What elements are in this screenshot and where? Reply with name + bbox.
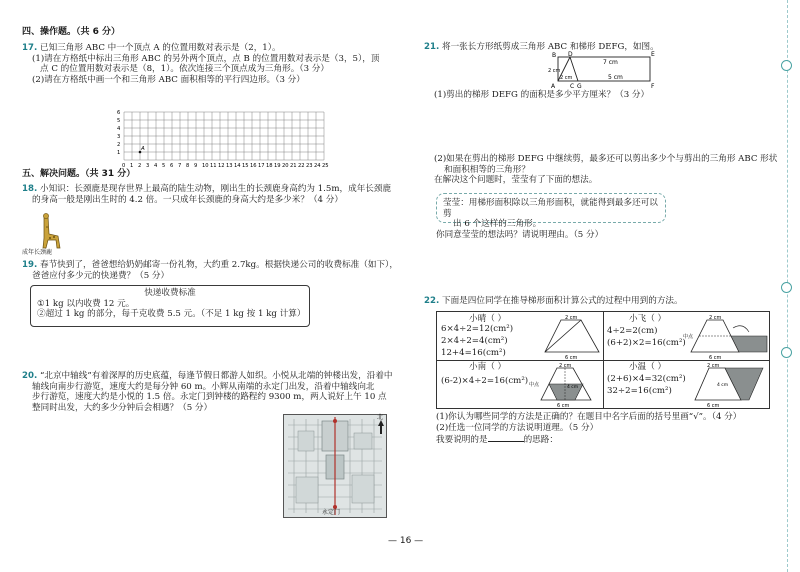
grid-x-tick: 24 <box>314 163 321 169</box>
q22-trap-3 <box>527 362 603 408</box>
grid-x-tick: 1 <box>130 163 134 169</box>
question-18 <box>22 184 407 205</box>
q18-number: 18. <box>22 184 38 194</box>
grid-x-tick: 10 <box>202 163 209 169</box>
grid-x-tick: 25 <box>322 163 329 169</box>
q22-trap-4 <box>693 362 769 408</box>
map-image-icon <box>284 415 386 517</box>
q21-label-F: F <box>651 83 655 90</box>
grid-x-tick: 20 <box>282 163 289 169</box>
grid-x-tick: 5 <box>162 163 166 169</box>
grid-x-tick: 23 <box>306 163 313 169</box>
q21-len-left: 2 cm <box>560 75 573 81</box>
grid-x-tick: 0 <box>122 163 126 169</box>
grid-y-tick: 2 <box>117 142 121 148</box>
q22-dim-top-1: 2 cm <box>565 315 578 321</box>
q22-number: 22. <box>424 296 440 306</box>
q21-label-C: C <box>570 83 575 90</box>
q21-idea1: 莹莹：用梯形面积除以三角形面积，就能得到最多还可以剪 <box>443 198 658 219</box>
q21-sub2a: (2)如果在剪出的梯形 DEFG 中继续剪，最多还可以剪出多少个与剪出的三角形 ABC 形状 <box>434 154 778 164</box>
q22-mid-2: 中点 <box>683 334 694 340</box>
q22-dim-h-3: 4 cm <box>567 385 579 390</box>
q22-method-table <box>436 311 770 409</box>
q22-dim-top-3: 2 cm <box>559 363 572 369</box>
q22-dim-top-4: 2 cm <box>707 363 720 369</box>
q21-label-E: E <box>651 51 655 58</box>
grid-x-tick: 7 <box>178 163 182 169</box>
grid-y-tick: 4 <box>117 126 121 132</box>
q22-trap-2 <box>683 314 769 360</box>
north-arrow-icon <box>378 420 384 434</box>
q22-mid-3: 中点 <box>529 382 540 388</box>
q22-dim-bottom-2: 6 cm <box>709 355 722 360</box>
grid-y-tick: 5 <box>117 118 121 124</box>
q22-answer-blank[interactable] <box>488 433 524 442</box>
north-label: 北 <box>377 414 384 421</box>
q21-label-B: B <box>552 52 557 59</box>
q21-number: 21. <box>424 42 440 52</box>
q22-p2-l2: (6+2)×2=16(cm²) <box>607 338 686 348</box>
q22-line1: 下面是四位同学在推导梯形面积计算公式的过程中用到的方法。 <box>441 296 683 306</box>
q21-len-bottom: 5 cm <box>608 74 623 81</box>
q17-grid[interactable] <box>110 104 332 170</box>
grid-x-tick: 3 <box>146 163 150 169</box>
q19-fee-title: 快递收费标准 <box>144 288 196 298</box>
q22-trap-1 <box>541 314 603 360</box>
question-22 <box>424 296 764 307</box>
q22-sub3a: 我要说明的是 <box>436 435 488 446</box>
q21-line1: 将一张长方形纸剪成三角形 ABC 和梯形 DEFG，如图。 <box>441 42 659 52</box>
grid-x-tick: 12 <box>218 163 225 169</box>
grid-x-tick: 9 <box>194 163 198 169</box>
q20-line3: 步行游览，速度大约是小悦的 1.5 倍。永定门到钟楼的路程约 9300 m，两人说好上午 10 点 <box>32 392 387 403</box>
grid-x-tick: 22 <box>298 163 305 169</box>
q22-cell-xiaowen <box>607 362 767 408</box>
q17-line3: 点 C 的位置用数对表示是（8，1）。依次连接三个顶点成为三角形。（3 分） <box>40 64 329 75</box>
q22-p2-l1: 4÷2=2(cm) <box>607 326 658 336</box>
q22-dim-bottom-3: 6 cm <box>557 403 570 408</box>
q21-idea-box <box>436 193 666 230</box>
q22-cell-xiaonan <box>441 362 601 408</box>
q21-label-D: D <box>568 51 573 58</box>
q22-cell-xiaoqing <box>441 314 601 360</box>
grid-x-tick: 8 <box>186 163 190 169</box>
q21-len-side: 2 cm <box>548 68 561 74</box>
grid-x-tick: 11 <box>210 163 217 169</box>
giraffe-icon <box>26 212 72 252</box>
q21-label-G: G <box>577 83 582 90</box>
q19-number: 19. <box>22 260 38 270</box>
binding-hole-middle <box>781 282 792 293</box>
q19-line2: 爸爸应付多少元的快递费？（5 分） <box>32 270 170 281</box>
q22-dim-top-2: 2 cm <box>709 315 722 321</box>
q22-sub2: (2)任选一位同学的方法说明道理。（5 分） <box>436 422 599 433</box>
q21-sub2b: 和面积相等的三角形？ <box>444 164 530 175</box>
q20-line2: 轴线向南步行游览，速度大约是每分钟 60 m。小辉从南端的永定门出发，沿着中轴线向北 <box>32 381 375 392</box>
q21-idea2: 出 6 个这样的三角形。 <box>453 219 542 230</box>
q22-dim-bottom-4: 6 cm <box>707 403 720 408</box>
grid-x-tick: 14 <box>234 163 241 169</box>
grid-y-tick: 1 <box>117 150 121 156</box>
binding-hole-lower <box>781 347 792 358</box>
q19-line1: 春节快到了，爸爸想给奶奶邮寄一份礼物，大约重 2.7kg。根据快递公司的收费标准（如下）， <box>39 260 398 270</box>
grid-x-tick: 2 <box>138 163 142 169</box>
q22-p1-l3: 12+4=16(cm²) <box>441 348 506 358</box>
grid-x-tick: 19 <box>274 163 281 169</box>
section-solve-title: 五、解决问题。（共 31 分） <box>22 169 136 179</box>
grid-x-tick: 13 <box>226 163 233 169</box>
q22-dim-h-4: 4 cm <box>717 383 729 388</box>
question-20 <box>22 371 407 414</box>
q22-p1-l1: 6×4÷2=12(cm²) <box>441 324 514 334</box>
q21-sub2-block <box>434 154 779 186</box>
point-a-label: A <box>141 146 145 152</box>
q18-line2: 的身高一般是刚出生时的 4.2 倍。一只成年长颈鹿的身高大约是多少米？（4 分） <box>32 194 343 205</box>
q21-figure <box>548 51 658 91</box>
q22-p1-name: 小晴（ ） <box>469 314 507 324</box>
binding-hole-top <box>781 60 792 71</box>
grid-x-tick: 16 <box>250 163 257 169</box>
q22-cell-xiaofei <box>607 314 767 360</box>
q22-p4-l2: 32÷2=16(cm²) <box>607 386 672 396</box>
q22-p3-l1: (6-2)×4÷2=16(cm²) <box>441 376 529 386</box>
grid-x-tick: 21 <box>290 163 297 169</box>
section-operation-title: 四、操作题。（共 6 分） <box>22 27 121 37</box>
q22-p3-name: 小南（ ） <box>469 362 507 372</box>
grid-y-tick: 3 <box>117 134 121 140</box>
q20-number: 20. <box>22 371 38 381</box>
grid-x-tick: 4 <box>154 163 158 169</box>
q22-p4-l1: (2+6)×4=32(cm²) <box>607 374 686 384</box>
q21-label-A: A <box>551 83 556 90</box>
q21-sub2c: 在解决这个问题时，莹莹有了下面的想法。 <box>434 175 598 186</box>
q17-line4: (2)请在方格纸中画一个和三角形 ABC 面积相等的平行四边形。（3 分） <box>32 75 305 86</box>
grid-x-tick: 15 <box>242 163 249 169</box>
grid-x-tick: 6 <box>170 163 174 169</box>
q18-line1: 小知识：长颈鹿是现存世界上最高的陆生动物，刚出生的长颈鹿身高约为 1.5m，成年长颈鹿 <box>39 184 392 194</box>
q22-p1-l2: 2×4÷2=4(cm²) <box>441 336 508 346</box>
q19-rule2: ②超过 1 kg 的部分，每千克收费 5.5 元。（不足 1 kg 按 1 kg 计算） <box>37 309 306 320</box>
q17-number: 17. <box>22 43 38 53</box>
q20-line4: 整同时出发，大约多少分钟后会相遇？（5 分） <box>32 403 213 414</box>
map-label-yongdingmen: 永定门 <box>322 509 341 516</box>
q22-sub3b: 的思路： <box>523 435 558 446</box>
q21-len-top: 7 cm <box>603 59 618 66</box>
q22-sub-block <box>436 412 776 446</box>
q17-line1: 已知三角形 ABC 中一个顶点 A 的位置用数对表示是（2，1）。 <box>39 43 281 53</box>
giraffe-caption: 成年长颈鹿 <box>22 249 53 256</box>
page-number: — 16 — <box>388 536 424 546</box>
q21-sub1: (1)剪出的梯形 DEFG 的面积是多少平方厘米？（3 分） <box>434 90 650 100</box>
question-19 <box>22 260 407 281</box>
q21-sub2d: 你同意莹莹的想法吗？请说明理由。（5 分） <box>436 230 604 240</box>
q19-fee-box <box>30 285 310 327</box>
q19-rule1: ①1 kg 以内收费 12 元。 <box>37 298 135 309</box>
q22-sub1: (1)你认为哪些同学的方法是正确的？在题目中名字后面的括号里画“√”。（4 分） <box>436 412 742 422</box>
grid-x-tick: 18 <box>266 163 273 169</box>
q22-dim-bottom-1: 6 cm <box>565 355 578 360</box>
q17-line2: (1)请在方格纸中标出三角形 ABC 的另外两个顶点，点 B 的位置用数对表示是（3，5），顶 <box>32 53 380 64</box>
q20-map <box>283 414 387 518</box>
grid-y-tick: 6 <box>117 110 121 116</box>
q22-p2-name: 小飞（ ） <box>629 314 667 324</box>
question-17 <box>22 43 402 86</box>
q22-p4-name: 小温（ ） <box>629 362 667 372</box>
q20-line1: “北京中轴线”有着深厚的历史底蕴，每逢节假日都游人如织。小悦从北端的钟楼出发，沿着中 <box>39 371 393 381</box>
grid-x-tick: 17 <box>258 163 265 169</box>
